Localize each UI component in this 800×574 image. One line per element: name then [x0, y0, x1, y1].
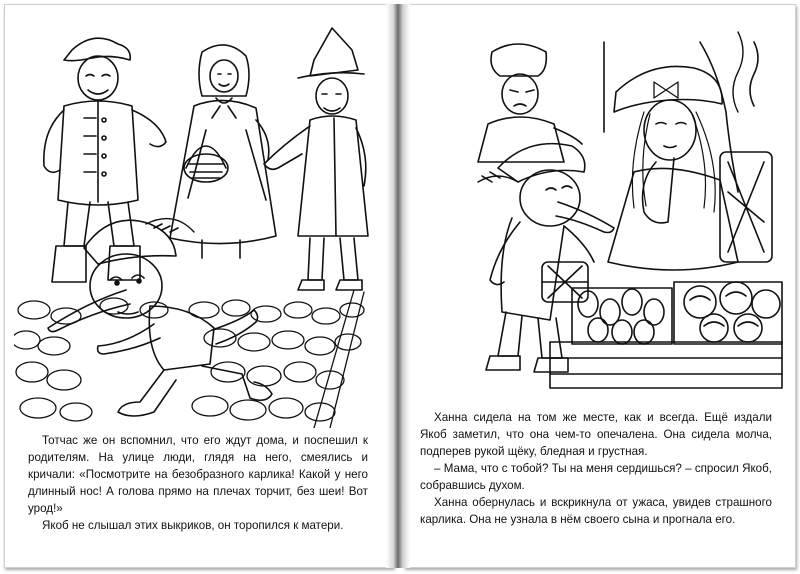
hanna	[608, 66, 772, 270]
left-paragraph-2: Якоб не слышал этих выкриков, он торопился к матери.	[42, 519, 344, 532]
book-gutter	[386, 4, 410, 568]
stall-awning	[604, 32, 758, 192]
woman-with-basket	[170, 45, 276, 258]
pointing-man	[264, 28, 368, 290]
laughing-man	[44, 38, 166, 282]
right-paragraph-1: Ханна сидела на том же месте, как и всегда. Ещё издали Якоб заметил, что она чем-то опечалена. Она сидела молча, подперев рукой щёку, бледная и грустная.	[420, 411, 772, 458]
left-illustration	[14, 10, 376, 428]
cobblestones	[14, 290, 364, 428]
right-paragraph-3: Ханна обернулась и вскрикнула от ужаса, увидев страшного карлика. Она не узнала в нём своего сына и прогнала его.	[420, 496, 772, 526]
right-page-text	[420, 409, 772, 528]
dwarf-jakob	[478, 144, 614, 372]
left-page-text	[28, 432, 368, 534]
produce-crates	[550, 282, 782, 388]
left-paragraph-1: Тотчас же он вспомнил, что его ждут дома, и поспешил к родителям. На улице люди, глядя на него, смеялись и кричали: «Посмотрите на безобразного карлика! Какой у него длинный нос! А голова прямо на плечах торчит, без шеи! Вот урод!»	[28, 434, 368, 515]
right-illustration	[438, 12, 788, 394]
right-paragraph-2: – Мама, что с тобой? Ты на меня сердишься? – спросил Якоб, собравшись духом.	[420, 462, 772, 492]
